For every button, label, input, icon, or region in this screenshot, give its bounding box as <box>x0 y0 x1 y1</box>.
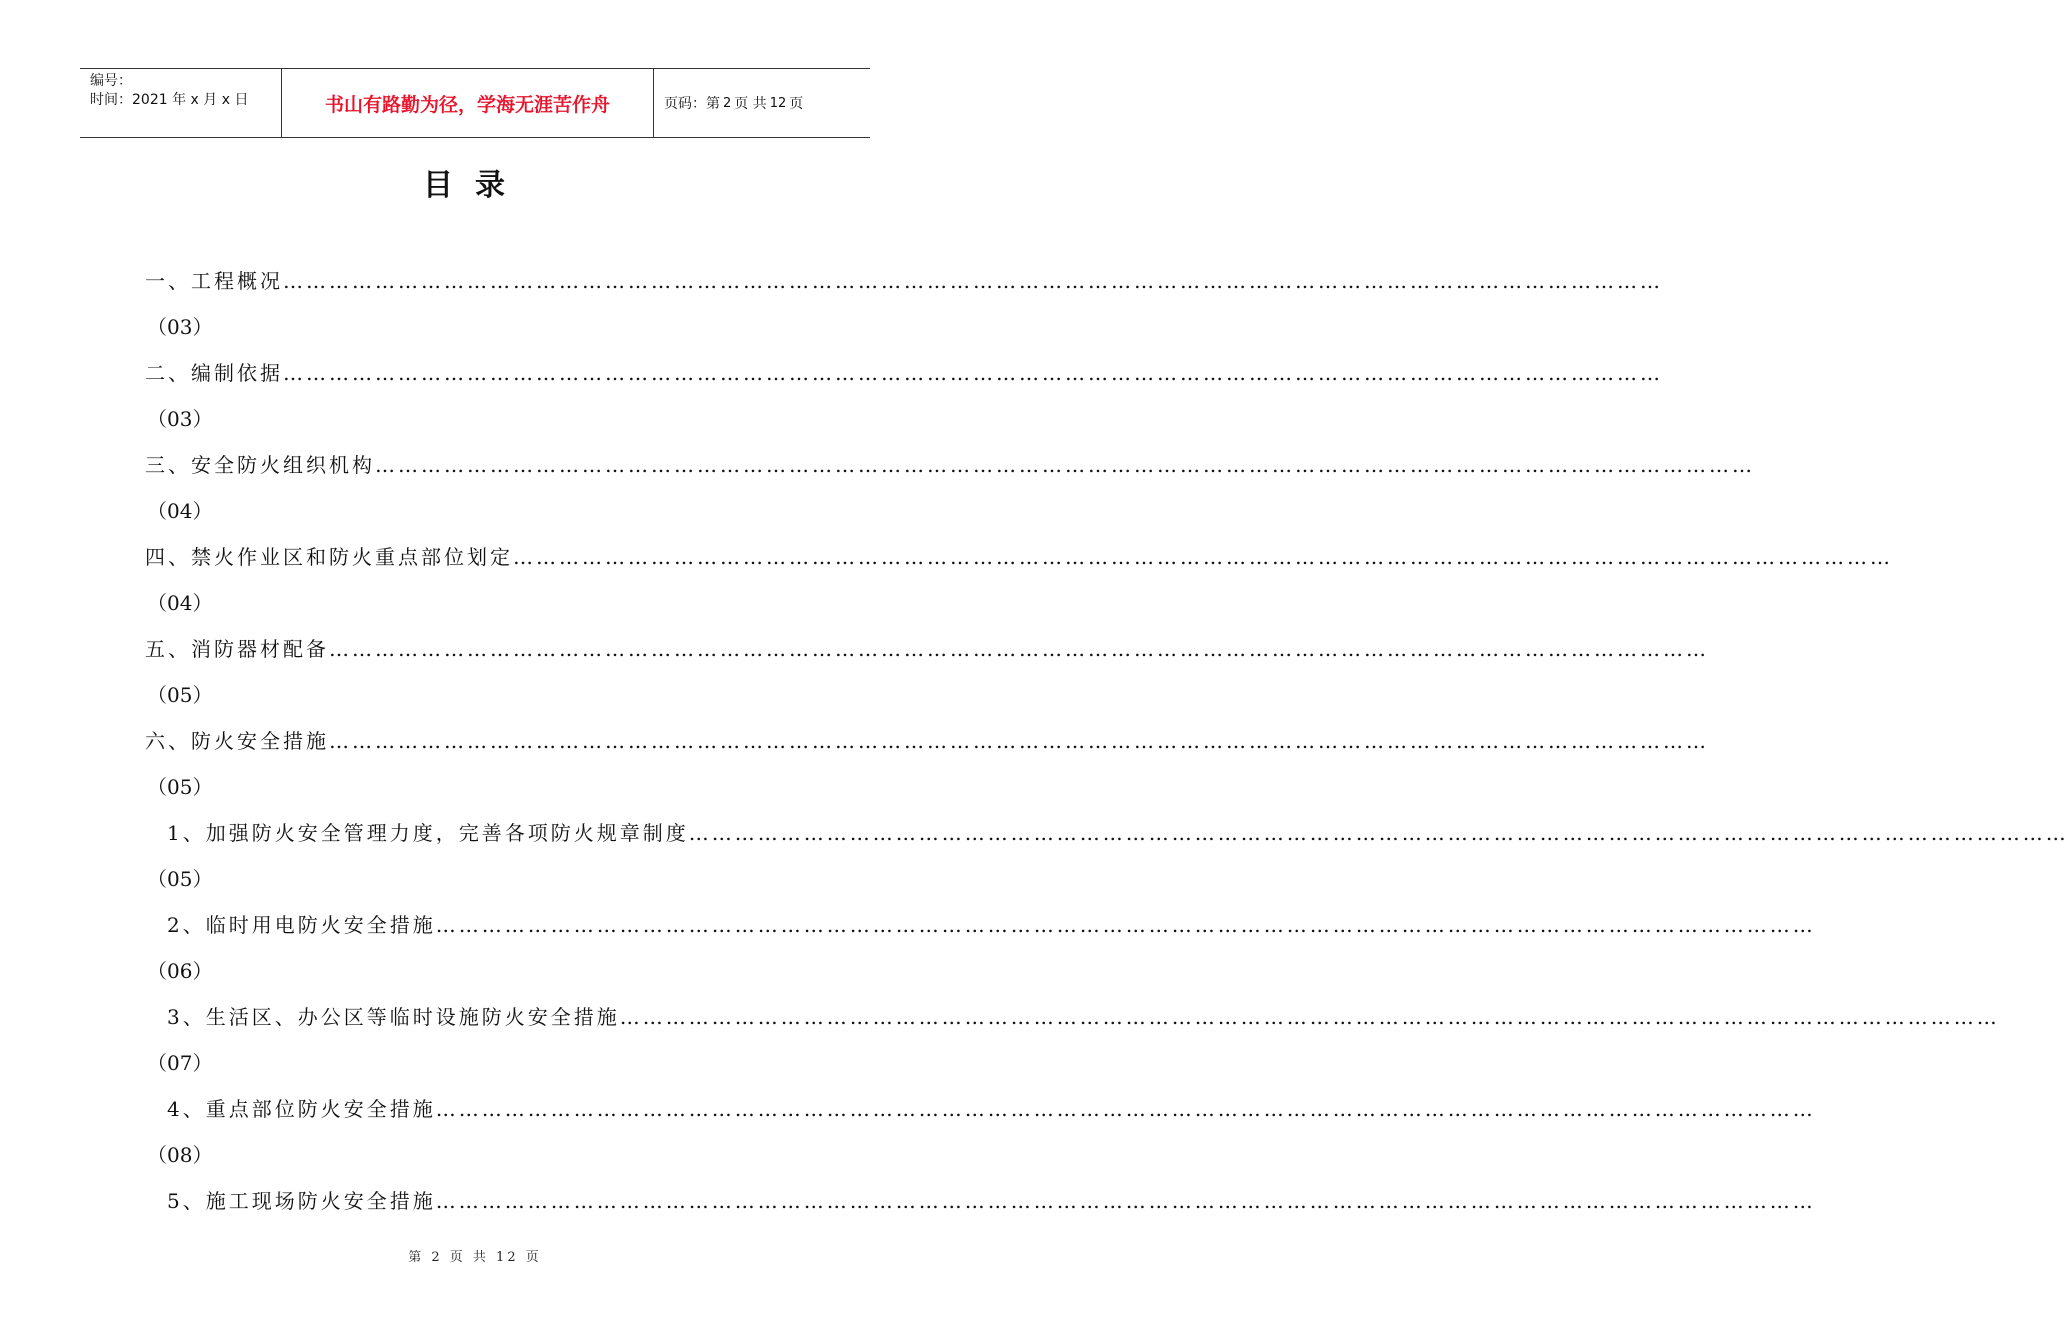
toc-entry-title: 三、安全防火组织机构 <box>145 453 375 477</box>
toc-entry <box>145 994 2000 1086</box>
toc-entry-title: 5、施工现场防火安全措施 <box>167 1189 436 1213</box>
toc-dot-leader: ……………………………………………………………………………………………………………………………………………………………… <box>435 913 1816 937</box>
toc-entry-title: 4、重点部位防火安全措施 <box>167 1097 436 1121</box>
toc-entry-line <box>145 902 1816 948</box>
time-row <box>90 91 281 110</box>
toc-entry-line <box>145 1178 1816 1224</box>
page-current: 2 <box>723 95 732 111</box>
toc-entry <box>145 718 1709 810</box>
toc-entry <box>145 810 2069 902</box>
page-footer: 第 2 页 共 12 页 <box>408 1250 542 1265</box>
toc-entry-page: （03） <box>147 407 213 431</box>
toc-entry-line <box>145 442 1755 488</box>
toc-entry <box>145 1086 1816 1178</box>
toc-dot-leader: ……………………………………………………………………………………………………………………………………………………………… <box>283 269 1663 293</box>
toc-dot-leader: ……………………………………………………………………………………………………………………………………………………………… <box>513 545 1893 569</box>
toc-entry-line <box>145 258 1663 304</box>
toc-entry-title: 一、工程概况 <box>145 269 283 293</box>
toc-dot-leader: ……………………………………………………………………………………………………………………………………………………………… <box>435 1189 1816 1213</box>
toc-entry-title: 2、临时用电防火安全措施 <box>167 913 436 937</box>
toc-entry <box>145 350 1663 442</box>
toc-dot-leader: ……………………………………………………………………………………………………………………………………………………………… <box>329 637 1709 661</box>
document-header <box>80 68 870 138</box>
toc-entry-page: （04） <box>147 591 213 615</box>
toc-entry-page: （06） <box>147 959 213 983</box>
toc-dot-leader: ……………………………………………………………………………………………………………………………………………………………… <box>688 821 2069 845</box>
toc-entry-title: 1、加强防火安全管理力度，完善各项防火规章制度 <box>167 821 689 845</box>
toc-entry <box>145 626 1709 718</box>
toc-entry-title: 六、防火安全措施 <box>145 729 329 753</box>
toc-entry-page: （04） <box>147 499 213 523</box>
toc-entry <box>145 902 1816 994</box>
number-label: 编号： <box>90 73 132 89</box>
toc-entry <box>145 442 1755 534</box>
toc-entry <box>145 534 1893 626</box>
page-mid: 页 共 <box>734 96 767 112</box>
toc-entry <box>145 258 1663 350</box>
time-label: 时间： <box>90 92 132 108</box>
toc-entry-title: 3、生活区、办公区等临时设施防火安全措施 <box>167 1005 620 1029</box>
toc-entry-line <box>145 626 1709 672</box>
toc-dot-leader: ……………………………………………………………………………………………………………………………………………………………… <box>329 729 1709 753</box>
toc-entry-page: （05） <box>147 775 213 799</box>
page-suffix: 页 <box>789 96 804 112</box>
toc-entry-line <box>145 1086 1816 1132</box>
time-value: 2021 年 x 月 x 日 <box>132 92 249 108</box>
toc-entry-page: （05） <box>147 867 213 891</box>
table-of-contents <box>145 258 2069 1270</box>
toc-entry-page: （03） <box>147 315 213 339</box>
page-total: 12 <box>769 95 787 111</box>
toc-entry-line <box>145 534 1893 580</box>
toc-entry-line <box>145 810 2069 856</box>
header-meta <box>80 69 282 137</box>
toc-dot-leader: ……………………………………………………………………………………………………………………………………………………………… <box>283 361 1663 385</box>
header-motto: 书山有路勤为径，学海无涯苦作舟 <box>282 69 654 137</box>
page-label: 页码：第 <box>664 96 720 112</box>
toc-entry-title: 四、禁火作业区和防火重点部位划定 <box>145 545 513 569</box>
toc-entry-line <box>145 350 1663 396</box>
toc-entry-title: 五、消防器材配备 <box>145 637 329 661</box>
page-title: 目录 <box>423 168 527 203</box>
toc-entry-page: （05） <box>147 683 213 707</box>
toc-dot-leader: ……………………………………………………………………………………………………………………………………………………………… <box>619 1005 2000 1029</box>
toc-entry-line <box>145 718 1709 764</box>
toc-dot-leader: ……………………………………………………………………………………………………………………………………………………………… <box>375 453 1755 477</box>
toc-entry-page: （07） <box>147 1051 213 1075</box>
toc-entry-title: 二、编制依据 <box>145 361 283 385</box>
toc-entry-page: （08） <box>147 1143 213 1167</box>
header-page-info <box>654 69 870 137</box>
toc-entry-line <box>145 994 2000 1040</box>
toc-dot-leader: ……………………………………………………………………………………………………………………………………………………………… <box>435 1097 1816 1121</box>
